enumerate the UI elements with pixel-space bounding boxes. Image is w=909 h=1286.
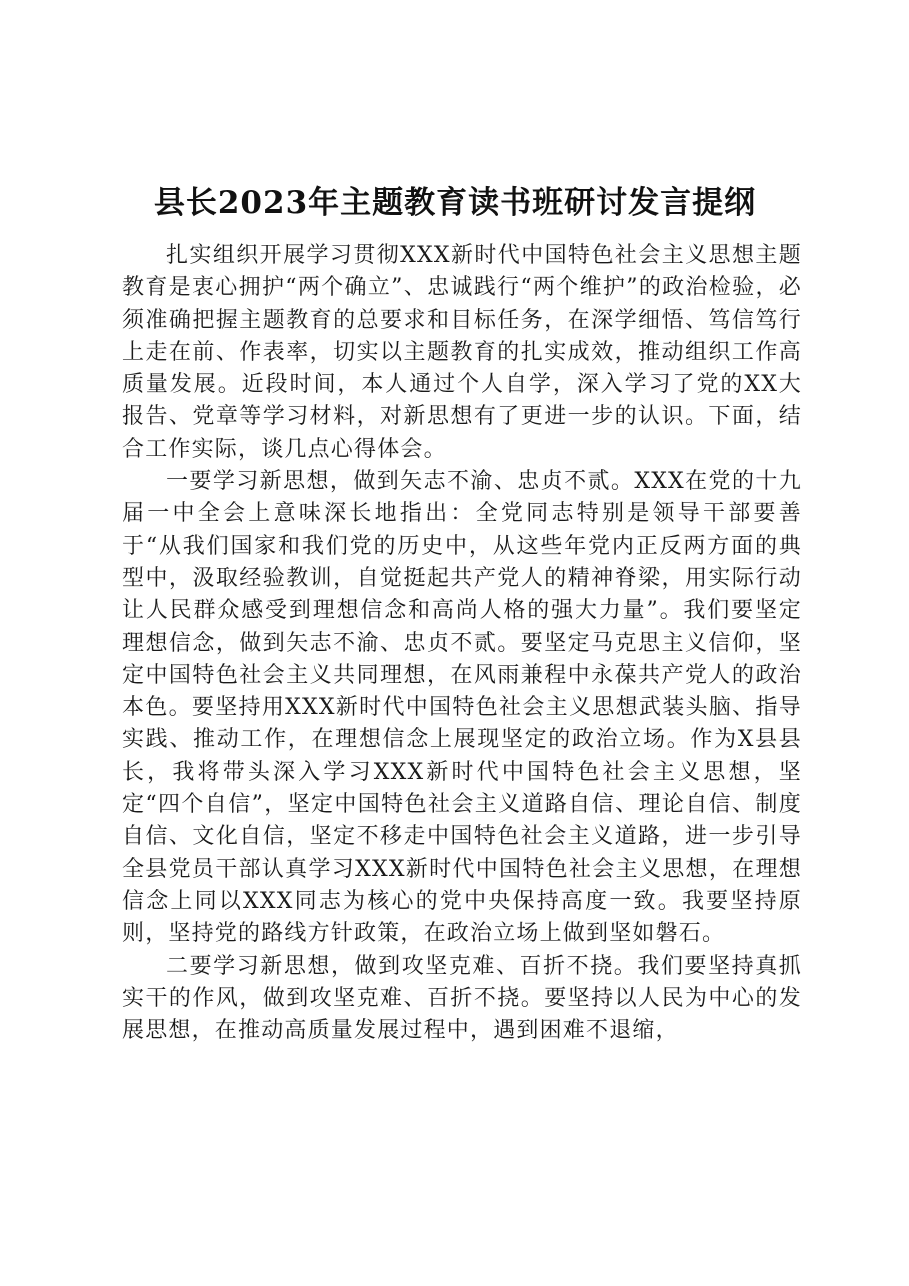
document-title: 县长2023年主题教育读书班研讨发言提纲	[153, 185, 757, 221]
paragraph-intro: 扎实组织开展学习贯彻XXX新时代中国特色社会主义思想主题教育是衷心拥护“两个确立”、忠诚践行“两个维护”的政治检验，必须准确把握主题教育的总要求和目标任务，在深学细悟、笃信笃行上走在前、作表率，切实以主题教育的扎实成效，推动组织工作高质量发展。近段时间，本人通过个人自学，深入学习了党的XX大报告、党章等学习材料，对新思想有了更进一步的认识。下面，结合工作实际，谈几点心得体会。	[122, 243, 802, 462]
document-body	[122, 240, 802, 1047]
paragraph-point-one: 一要学习新思想，做到矢志不渝、忠贞不贰。XXX在党的十九届一中全会上意味深长地指出：全党同志特别是领导干部要善于“从我们国家和我们党的历史中，从这些年党内正反两方面的典型中，汲取经验教训，自觉挺起共产党人的精神脊梁，用实际行动让人民群众感受到理想信念和高尚人格的强大力量”。我们要坚定理想信念，做到矢志不渝、忠贞不贰。要坚定马克思主义信仰，坚定中国特色社会主义共同理想，在风雨兼程中永葆共产党人的政治本色。要坚持用XXX新时代中国特色社会主义思想武装头脑、指导实践、推动工作，在理想信念上展现坚定的政治立场。作为X县县长，我将带头深入学习XXX新时代中国特色社会主义思想，坚定“四个自信”，坚定中国特色社会主义道路自信、理论自信、制度自信、文化自信，坚定不移走中国特色社会主义道路，进一步引导全县党员干部认真学习XXX新时代中国特色社会主义思想，在理想信念上同以XXX同志为核心的党中央保持高度一致。我要坚持原则，坚持党的路线方针政策，在政治立场上做到坚如磐石。	[122, 469, 802, 947]
paragraph-point-two: 二要学习新思想，做到攻坚克难、百折不挠。我们要坚持真抓实干的作风，做到攻坚克难、百折不挠。要坚持以人民为中心的发展思想，在推动高质量发展过程中，遇到困难不退缩，	[122, 953, 802, 1044]
